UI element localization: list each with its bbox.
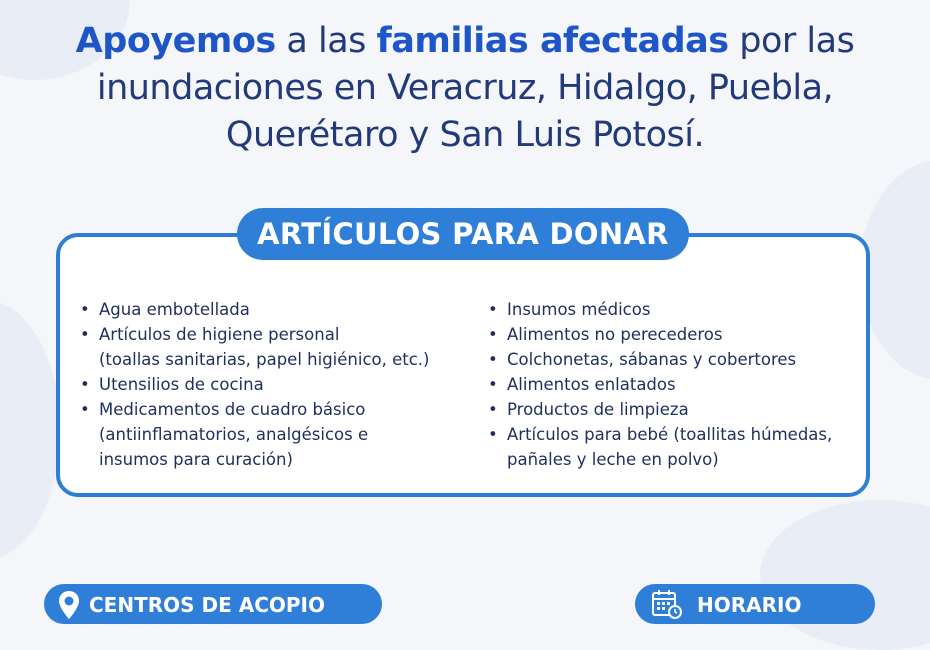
headline-line-2: inundaciones en Veracruz, Hidalgo, Puebla, [96, 68, 834, 108]
donation-list-right [484, 297, 854, 472]
donation-card-title: ARTÍCULOS PARA DONAR [237, 208, 689, 260]
background-decoration [0, 300, 60, 560]
donation-item-text: Alimentos no perecederos [507, 325, 723, 344]
donation-item [484, 322, 854, 347]
headline-text: a las [275, 21, 377, 61]
donation-item-text: Alimentos enlatados [507, 375, 676, 394]
headline [0, 18, 930, 159]
donation-item [484, 397, 854, 422]
donation-item-text: Medicamentos de cuadro básico (antiinflamatorios, analgésicos e insumos para curación) [99, 400, 369, 469]
donation-item-text: Utensilios de cocina [99, 375, 264, 394]
donation-item [76, 297, 476, 322]
donation-item [76, 372, 476, 397]
bullet-icon: • [80, 325, 90, 344]
headline-emphasis: Apoyemos [75, 21, 276, 61]
donation-item [484, 422, 854, 472]
bullet-icon: • [488, 350, 498, 369]
headline-line-1 [0, 18, 930, 65]
headline-emphasis: familias afectadas [376, 21, 729, 61]
bullet-icon: • [488, 300, 498, 319]
schedule-banner [635, 584, 875, 624]
collection-centers-label: CENTROS DE ACOPIO [89, 593, 325, 617]
donation-item [76, 397, 476, 472]
bullet-icon: • [488, 425, 498, 444]
donation-item-text: Productos de limpieza [507, 400, 689, 419]
donation-item-text: Artículos para bebé (toallitas húmedas, pañales y leche en polvo) [507, 425, 833, 469]
donation-item [484, 347, 854, 372]
map-pin-icon [58, 590, 80, 620]
bullet-icon: • [488, 325, 498, 344]
donation-item-text: Insumos médicos [507, 300, 651, 319]
headline-line-3: Querétaro y San Luis Potosí. [225, 115, 705, 155]
headline-text: por las [728, 21, 855, 61]
donation-item [76, 322, 476, 372]
donation-item-text: Artículos de higiene personal (toallas sanitarias, papel higiénico, etc.) [99, 325, 430, 369]
donation-item-text: Agua embotellada [99, 300, 250, 319]
background-decoration [860, 160, 930, 380]
donation-item [484, 372, 854, 397]
schedule-label: HORARIO [697, 593, 802, 617]
donation-item-text: Colchonetas, sábanas y cobertores [507, 350, 797, 369]
bullet-icon: • [488, 400, 498, 419]
background-decoration [760, 500, 930, 650]
collection-centers-banner [44, 584, 382, 624]
calendar-clock-icon [651, 588, 683, 620]
bullet-icon: • [80, 375, 90, 394]
bullet-icon: • [80, 400, 90, 419]
donation-item [484, 297, 854, 322]
donation-list-left [76, 297, 476, 472]
bullet-icon: • [80, 300, 90, 319]
bullet-icon: • [488, 375, 498, 394]
